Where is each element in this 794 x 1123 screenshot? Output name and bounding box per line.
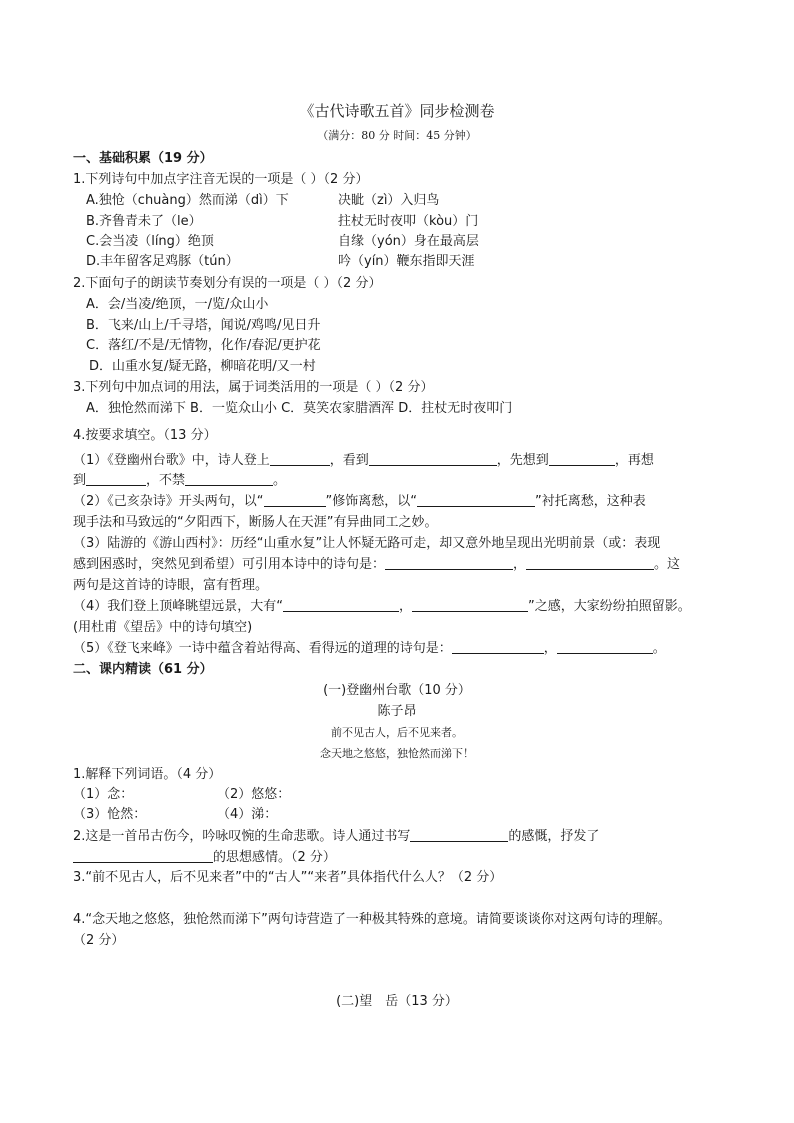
fill-item-1-line-1 [73, 452, 654, 470]
fill-text: （4）我们登上顶峰眺望远景，大有“ [73, 599, 284, 614]
fill-text: 到 [73, 473, 87, 488]
fill-item-4-line-1 [73, 598, 691, 616]
fill-text: 。这 [654, 557, 681, 572]
option-a-left: A.独怆（chuàng）然而涕（dì）下 [86, 193, 289, 208]
question-2-option-a: A．会/当凌/绝顶，一/览/众山小 [86, 297, 269, 312]
answer-blank[interactable] [270, 452, 330, 466]
answer-blank[interactable] [526, 556, 654, 570]
poem-2-title: (二)望 岳（13 分） [336, 994, 458, 1009]
answer-blank[interactable] [73, 849, 213, 863]
fill-item-2-line-1 [73, 493, 646, 511]
fill-text: ， [399, 599, 413, 614]
reading-q1-item-3: （3）怆然： [73, 807, 147, 822]
poem-1-title: (一)登幽州台歌（10 分） [323, 683, 471, 698]
fill-item-4-line-2: (用杜甫《望岳》中的诗句填空) [73, 620, 253, 635]
fill-text: （2）《己亥杂诗》开头两句，以“ [73, 494, 264, 509]
answer-blank[interactable] [549, 452, 615, 466]
fill-text: ，看到 [329, 453, 369, 468]
answer-blank[interactable] [185, 472, 273, 486]
option-b-left: B.齐鲁青未了（le） [86, 214, 202, 229]
reading-q1-item-2: （2）悠悠： [217, 787, 291, 802]
question-2-option-d: D．山重水复/疑无路，柳暗花明/又一村 [89, 359, 316, 374]
answer-blank[interactable] [369, 452, 497, 466]
section-heading-2: 二、课内精读（61 分） [73, 662, 213, 677]
page-subtitle: （满分：80 分 时间：45 分钟） [317, 129, 477, 142]
answer-blank[interactable] [452, 640, 544, 654]
fill-item-1-line-2 [73, 472, 286, 490]
section-heading-1: 一、基础积累（19 分） [73, 151, 213, 166]
reading-q3: 3.“前不见古人，后不见来者”中的“古人”“来者”具体指代什么人？（2 分） [73, 870, 503, 885]
option-c-left: C.会当凌（líng）绝顶 [86, 234, 214, 249]
fill-item-5 [73, 640, 666, 658]
fill-text: 的思想感情。（2 分） [213, 850, 336, 865]
question-2-option-c: C．落红/不是/无情物，化作/春泥/更护花 [86, 338, 321, 353]
fill-text: 。 [273, 473, 287, 488]
option-d-left: D.丰年留客足鸡豚（tún） [86, 254, 239, 269]
page-title: 《古代诗歌五首》同步检测卷 [299, 102, 495, 120]
question-3-stem: 3.下列句中加点词的用法，属于词类活用的一项是（ ）（2 分） [73, 380, 434, 395]
fill-text: （5）《登飞来峰》一诗中蕴含着站得高、看得远的道理的诗句是： [73, 641, 452, 656]
question-2-option-b: B．飞来/山上/千寻塔，闻说/鸡鸣/见日升 [86, 318, 321, 333]
reading-q2-line-2 [73, 849, 336, 867]
fill-text: ”修饰离愁，以“ [325, 494, 417, 509]
option-a-right: 决眦（zì）入归鸟 [338, 193, 440, 208]
answer-blank[interactable] [86, 472, 146, 486]
fill-item-2-line-2: 现手法和马致远的“夕阳西下，断肠人在天涯”有异曲同工之妙。 [73, 515, 438, 530]
question-3-options: A．独怆然而涕下 B．一览众山小 C．莫笑农家腊酒浑 D．拄杖无时夜叩门 [86, 401, 513, 416]
fill-text: ”衬托离愁，这种表 [535, 494, 646, 509]
answer-blank[interactable] [417, 493, 535, 507]
fill-text: ， [513, 557, 527, 572]
poem-1-line-2: 念天地之悠悠，独怆然而涕下！ [320, 747, 474, 760]
fill-text: 。 [652, 641, 666, 656]
fill-text: ，再想 [614, 453, 654, 468]
fill-text: 的感慨，抒发了 [508, 829, 600, 844]
answer-blank[interactable] [412, 598, 528, 612]
reading-q4-line-1: 4.“念天地之悠悠，独怆然而涕下”两句诗营造了一种极其特殊的意境。请简要谈谈你对这两句诗的理解。 [73, 912, 671, 927]
fill-text: 感到困惑时，突然见到希望）可引用本诗中的诗句是： [73, 557, 386, 572]
fill-text: 2.这是一首吊古伤今，吟咏叹惋的生命悲歌。诗人通过书写 [73, 829, 411, 844]
reading-q1-stem: 1.解释下列词语。（4 分） [73, 767, 222, 782]
fill-text: ”之感，大家纷纷拍照留影。 [528, 599, 691, 614]
question-1-option-a [86, 192, 289, 210]
answer-blank[interactable] [264, 493, 326, 507]
answer-blank[interactable] [385, 556, 513, 570]
poem-1-line-1: 前不见古人，后不见来者。 [331, 726, 463, 739]
fill-text: ，不禁 [146, 473, 186, 488]
answer-blank[interactable] [283, 598, 399, 612]
fill-item-3-line-1: （3）陆游的《游山西村》：历经“山重水复”让人怀疑无路可走，却又意外地呈现出光明前景（或：表现 [73, 536, 661, 551]
fill-text: ， [543, 641, 557, 656]
answer-blank[interactable] [557, 640, 653, 654]
fill-item-3-line-2 [73, 556, 680, 574]
fill-text: ，先想到 [496, 453, 549, 468]
poem-1-author: 陈子昂 [377, 704, 417, 719]
option-b-right: 拄杖无时夜叩（kòu）门 [338, 214, 479, 229]
question-4-stem: 4.按要求填空。（13 分） [73, 428, 217, 443]
option-c-right: 自缘（yón）身在最高层 [338, 234, 479, 249]
option-d-right: 吟（yín）鞭东指即天涯 [338, 254, 475, 269]
reading-q1-item-4: （4）涕： [217, 807, 278, 822]
answer-blank[interactable] [410, 828, 508, 842]
fill-text: （1）《登幽州台歌》中，诗人登上 [73, 453, 270, 468]
reading-q1-item-1: （1）念： [73, 787, 134, 802]
question-2-stem: 2.下面句子的朗读节奏划分有误的一项是（ ）（2 分） [73, 276, 382, 291]
reading-q2-line-1 [73, 828, 599, 846]
reading-q4-line-2: （2 分） [73, 933, 125, 948]
question-1-stem: 1.下列诗句中加点字注音无误的一项是（ ）（2 分） [73, 172, 369, 187]
fill-item-3-line-3: 两句是这首诗的诗眼，富有哲理。 [73, 578, 269, 593]
